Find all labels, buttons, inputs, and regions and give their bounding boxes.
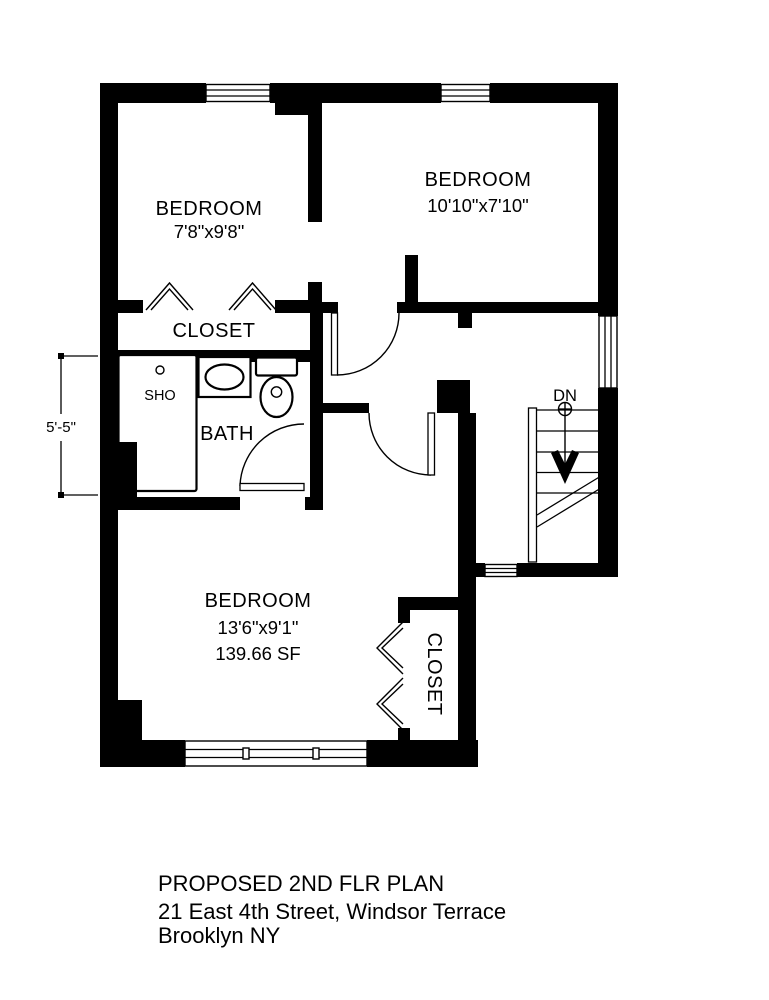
window-stair-hall (485, 565, 517, 577)
down-arrow-icon (551, 403, 579, 485)
label-bedroom-bottom (205, 590, 312, 664)
door-bottom-bedroom (369, 413, 435, 475)
label-stairs-down: DN (553, 387, 577, 405)
room-dims: 7'8"x9'8" (173, 221, 245, 242)
dimension-annotation (46, 353, 98, 498)
room-dims: 13'6"x9'1" (217, 617, 299, 638)
label-shower: SHO (144, 388, 176, 404)
toilet (256, 358, 297, 418)
label-closet-bottom: CLOSET (423, 632, 445, 716)
title-line-3: Brooklyn NY (158, 923, 281, 948)
window-bottom-bedroom (185, 741, 367, 766)
dimension-label: 5'-5" (46, 419, 76, 436)
window-top-left (206, 85, 270, 102)
bifold-doors-top-closet (146, 283, 276, 310)
window-right-wall (599, 316, 617, 388)
label-bath: BATH (200, 423, 254, 445)
wall-pier-bath (115, 442, 137, 497)
room-name: BEDROOM (204, 590, 312, 612)
label-bedroom-top-left (156, 198, 263, 242)
room-dims: 10'10"x7'10" (427, 195, 529, 216)
title-line-2: 21 East 4th Street, Windsor Terrace (158, 899, 507, 924)
room-area: 139.66 SF (215, 643, 301, 664)
bifold-doors-bottom-closet (377, 622, 403, 730)
window-top-right (441, 85, 490, 102)
title-block (158, 871, 506, 948)
room-name: BEDROOM (155, 198, 263, 220)
room-name: BEDROOM (424, 169, 532, 191)
title-line-1: PROPOSED 2ND FLR PLAN (158, 871, 445, 896)
label-closet-top: CLOSET (172, 320, 256, 342)
door-top-right-bedroom (332, 313, 400, 375)
sink (199, 357, 251, 397)
label-bedroom-top-right (425, 169, 532, 216)
